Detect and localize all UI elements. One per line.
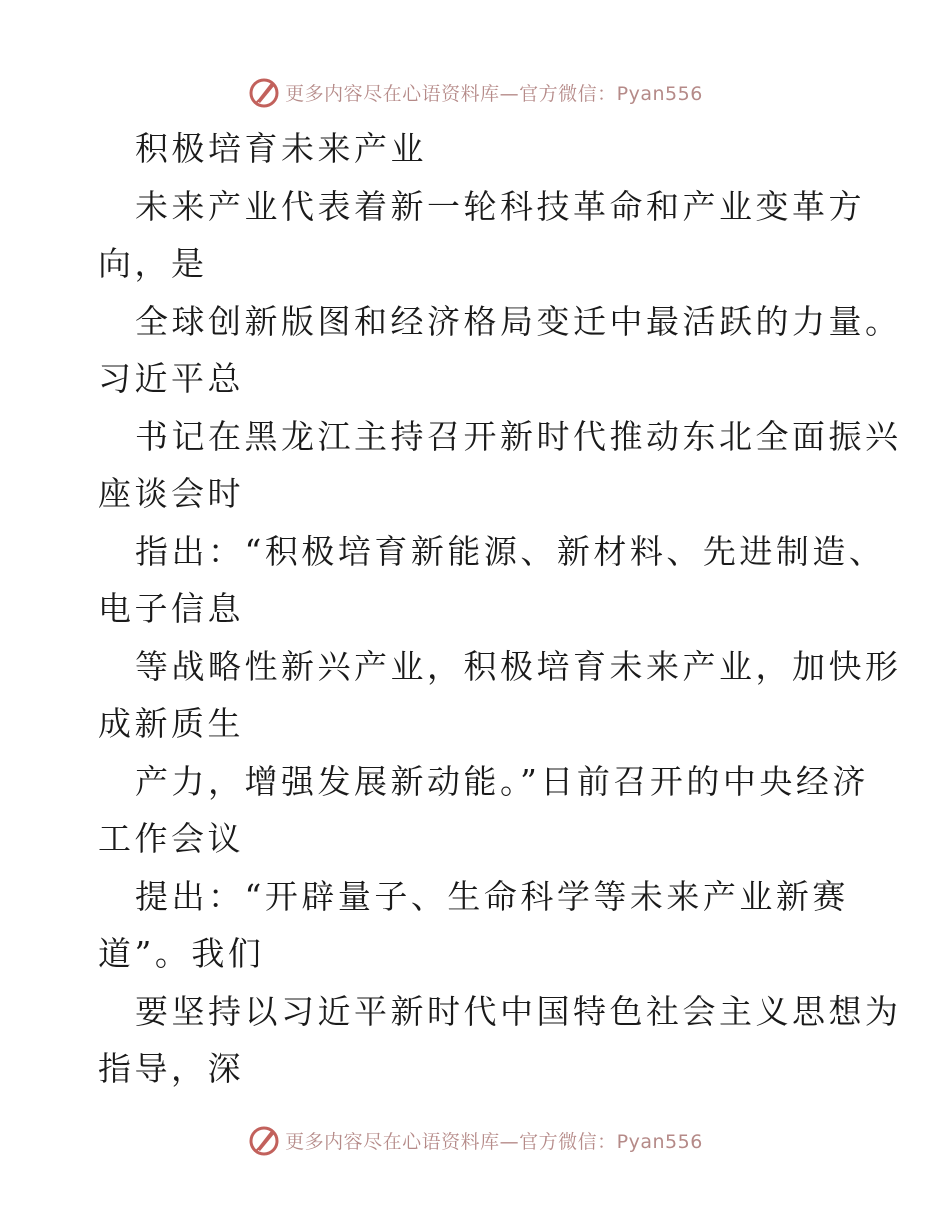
watermark-text: 更多内容尽在心语资料库—官方微信：Pyan556 — [285, 1130, 703, 1153]
text-line: 道”。我们 — [98, 934, 265, 973]
text-line: 书记在黑龙江主持召开新时代推动东北全面振兴 — [135, 416, 902, 456]
text-line: 向，是 — [98, 244, 208, 283]
text-line: 工作会议 — [98, 819, 244, 858]
text-line: 习近平总 — [98, 359, 244, 398]
text-line: 指出：“积极培育新能源、新材料、先进制造、 — [135, 531, 886, 571]
text-line: 产力，增强发展新动能。”日前召开的中央经济 — [135, 761, 869, 801]
text-line: 指导，深 — [98, 1049, 244, 1088]
text-line: 全球创新版图和经济格局变迁中最活跃的力量。 — [135, 301, 902, 341]
document-body — [98, 120, 902, 1098]
text-line: 座谈会时 — [98, 474, 244, 513]
quill-logo-icon — [247, 1123, 281, 1157]
footer-watermark — [0, 1120, 950, 1160]
text-line: 要坚持以习近平新时代中国特色社会主义思想为 — [135, 991, 902, 1031]
watermark-text: 更多内容尽在心语资料库—官方微信：Pyan556 — [285, 82, 703, 105]
text-line: 电子信息 — [98, 589, 244, 628]
text-line: 未来产业代表着新一轮科技革命和产业变革方 — [135, 186, 865, 226]
text-line: 积极培育未来产业 — [135, 129, 427, 168]
quill-logo-icon — [247, 75, 281, 109]
text-line: 等战略性新兴产业，积极培育未来产业，加快形 — [135, 646, 902, 686]
text-line: 提出：“开辟量子、生命科学等未来产业新赛 — [135, 876, 849, 916]
text-line: 成新质生 — [98, 704, 244, 743]
header-watermark — [0, 72, 950, 112]
